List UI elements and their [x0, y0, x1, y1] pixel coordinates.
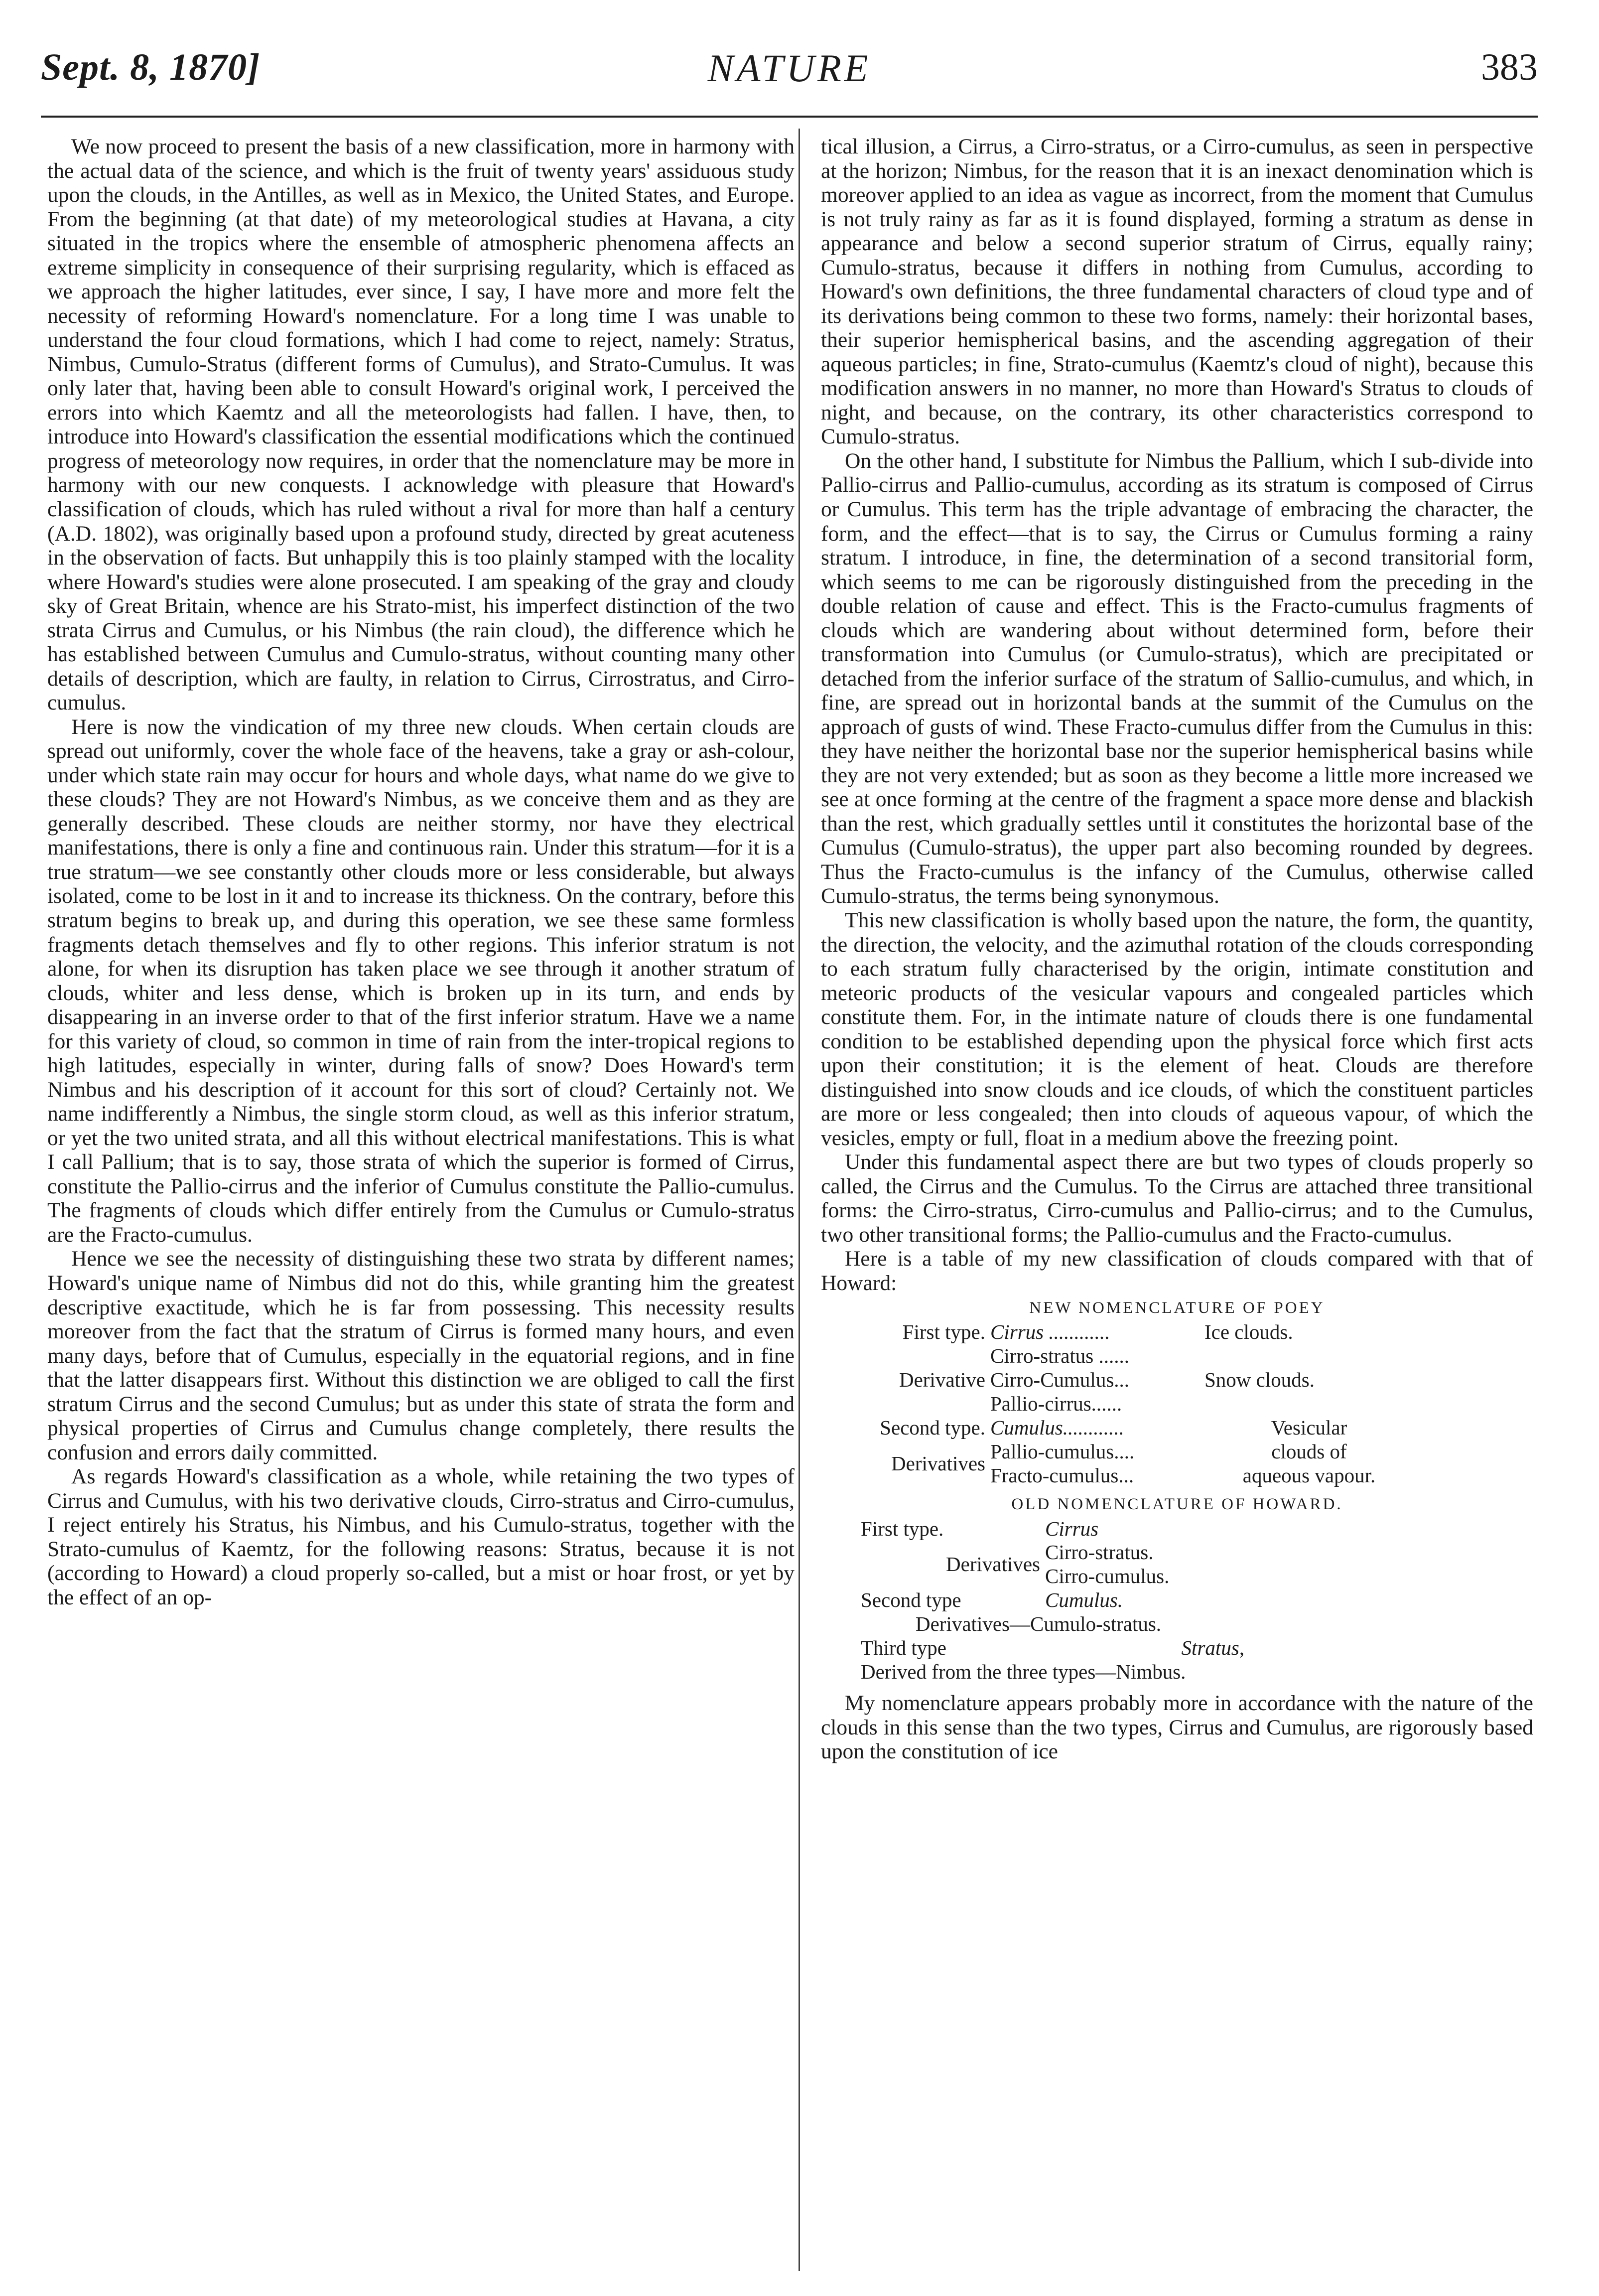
- second-type-cloud: Cumulus.: [1045, 1588, 1123, 1612]
- right-column: [821, 135, 1533, 1764]
- third-type-label: Third type: [861, 1636, 946, 1660]
- second-type-label: Second type: [861, 1588, 961, 1612]
- left-column: [47, 135, 795, 1609]
- derivative-label: Derivative: [899, 1368, 985, 1392]
- old-nomenclature-grid: [821, 1517, 1533, 1685]
- paragraph: My nomenclature appears probably more in accordance with the nature of the clouds in this sense than the two types, Cirrus and Cumulus, are rigorously based upon the constitution of ice: [821, 1691, 1533, 1764]
- vapour-clouds-label: aqueous vapour.: [1242, 1463, 1376, 1487]
- derivatives-line: Derivatives—Cumulo-stratus.: [916, 1612, 1162, 1636]
- paragraph: As regards Howard's classification as a whole, while retaining the two types of Cirrus and Cumulus, with his two derivative clouds, Cirro-stratus and Cirro-cumulus, I reject entirely his Stratus, his Nimbus, and his Cumulo-stratus, together with the Strato-cumulus of Kaemtz, for the following reasons: Stratus, because it is not (according to Howard) a cloud properly so-called, but a mist or hoar frost, or yet by the effect of an op-: [47, 1464, 795, 1609]
- third-type-cloud: Stratus,: [1181, 1636, 1244, 1660]
- derivative-cloud: Fracto-cumulus...: [990, 1463, 1134, 1487]
- paragraph: Here is a table of my new classification of clouds compared with that of Howard:: [821, 1247, 1533, 1295]
- paragraph: Under this fundamental aspect there are but two types of clouds properly so called, the Cirrus and the Cumulus. To the Cirrus are attached three transitional forms: the Cirro-stratus, Cirro-cumulus and Pallio-cirrus; and to the Cumulus, two other transitional forms; the Pallio-cumulus and the Fracto-cumulus.: [821, 1150, 1533, 1247]
- first-type-cloud: Cirrus: [1045, 1517, 1099, 1540]
- derivatives-label: Derivatives: [891, 1451, 985, 1475]
- first-type-cloud: Cirrus ............: [990, 1320, 1110, 1344]
- page-number: 383: [1481, 46, 1538, 88]
- derivative-cloud: Pallio-cirrus......: [990, 1392, 1122, 1416]
- column-divider: [799, 129, 800, 2271]
- derivative-cloud: Cirro-cumulus.: [1045, 1565, 1170, 1588]
- paragraph: On the other hand, I substitute for Nimbus the Pallium, which I sub-divide into Pallio-cirrus and Pallio-cumulus, according as its stratum is composed of Cirrus or Cumulus. This term has the triple advantage of embracing the character, the form, and the effect—that is to say, the Cirrus or Cumulus forming a rainy stratum. I introduce, in fine, the determination of a second transitorial form, which seems to me can be rigorously distinguished from the preceding in the double relation of cause and effect. This is the Fracto-cumulus fragments of clouds which are wandering about without determined form, before their transformation into Cumulus (or Cumulo-stratus), which are precipitated or detached from the inferior surface of the stratum of Sallio-cumulus, and which, in fine, are spread out in horizontal bands at the summit of the Cumulus on the approach of gusts of wind. These Fracto-cumulus differ from the Cumulus in this: they have neither the horizontal base nor the superior hemispherical basins while they are not very extended; but as soon as they become a little more increased we see at once forming at the centre of the fragment a space more dense and blackish than the rest, which gradually settles until it constitutes the horizontal base of the Cumulus (Cumulo-stratus), the upper part also becoming rounded by degrees. Thus the Fracto-cumulus is the infancy of the Cumulus, otherwise called Cumulo-stratus, the terms being synonymous.: [821, 448, 1533, 908]
- vapour-clouds-label: clouds of: [1271, 1439, 1347, 1463]
- journal-title: NATURE: [707, 46, 871, 90]
- new-nomenclature-title: NEW NOMENCLATURE OF POEY: [1029, 1298, 1325, 1317]
- new-nomenclature-grid: [821, 1320, 1533, 1488]
- second-type-label: Second type.: [880, 1416, 985, 1439]
- derivative-cloud: Cirro-Cumulus...: [990, 1368, 1130, 1392]
- ice-clouds-label: Ice clouds.: [1204, 1320, 1293, 1344]
- first-type-label: First type.: [861, 1517, 944, 1540]
- derivatives-label: Derivatives: [946, 1553, 1040, 1576]
- header-rule: [41, 116, 1538, 118]
- second-type-cloud: Cumulus............: [990, 1416, 1124, 1439]
- header-date: Sept. 8, 1870]: [41, 46, 261, 88]
- derivative-cloud: Cirro-stratus.: [1045, 1541, 1154, 1564]
- derived-line: Derived from the three types—Nimbus.: [861, 1660, 1186, 1684]
- paragraph: Here is now the vindication of my three new clouds. When certain clouds are spread out uniformly, cover the whole face of the heavens, take a gray or ash-colour, under which state rain may occur for hours and whole days, what name do we give to these clouds? They are not Howard's Nimbus, as we conceive them and as they are generally described. These clouds are neither stormy, nor have they electrical manifestations, there is only a fine and continuous rain. Under this stratum—for it is a true stratum—we see constantly other clouds more or less considerable, but always isolated, come to be lost in it and to increase its thickness. On the contrary, before this stratum begins to break up, and during this operation, we see these same formless fragments detach themselves and fly to other regions. This inferior stratum is not alone, for when its disruption has taken place we see through it another stratum of clouds, whiter and less dense, which is broken up in its turn, and ends by disappearing in an inverse order to that of the first inferior stratum. Have we a name for this variety of cloud, so common in time of rain from the inter-tropical regions to high latitudes, especially in winter, during falls of snow? Does Howard's term Nimbus and his description of it account for this sort of cloud? Certainly not. We name indifferently a Nimbus, the single storm cloud, as well as this inferior stratum, or yet the two united strata, and all this without electrical manifestations. This is what I call Pallium; that is to say, those strata of which the superior is formed of Cirrus, constitute the Pallio-cirrus and the inferior of Cumulus constitute the Pallio-cumulus. The fragments of clouds which differ entirely from the Cumulus or Cumulo-stratus are the Fracto-cumulus.: [47, 715, 795, 1247]
- vapour-clouds-label: Vesicular: [1271, 1416, 1347, 1439]
- paragraph: tical illusion, a Cirrus, a Cirro-stratus, or a Cirro-cumulus, as seen in perspective at the horizon; Nimbus, for the reason that it is an inexact denomination which is moreover applied to an idea as vague as incorrect, from the moment that Cumulus is not truly rainy as far as it is found displayed, forming a stratum as dense in appearance and below a second superior stratum of Cirrus, equally rainy; Cumulo-stratus, because it differs in nothing from Cumulus, according to Howard's own definitions, the three fundamental characters of cloud type and of its derivations being common to these two forms, namely: their horizontal bases, their superior hemispherical basins, and the ascending aggregation of their aqueous particles; in fine, Strato-cumulus (Kaemtz's cloud of night), because this modification answers in no manner, no more than Howard's Stratus to clouds of night, and because, on the contrary, its other characteristics correspond to Cumulo-stratus.: [821, 135, 1533, 449]
- page-header: [41, 46, 1538, 101]
- derivative-cloud: Cirro-stratus ......: [990, 1344, 1129, 1368]
- paragraph: Hence we see the necessity of distinguishing these two strata by different names; Howard's unique name of Nimbus did not do this, while granting him the greatest descriptive exactitude, which he is far from possessing. This necessity results moreover from the fact that the stratum of Cirrus is formed many hours, and even many days, before that of Cumulus, especially in the equatorial regions, and in fine that the latter disappears first. Without this distinction we are obliged to call the first stratum Cirrus and the second Cumulus; but as under this state of strata the form and physical properties of Cirrus and Cumulus change completely, there results the confusion and errors daily committed.: [47, 1247, 795, 1464]
- first-type-label: First type.: [902, 1320, 985, 1344]
- snow-clouds-label: Snow clouds.: [1204, 1368, 1315, 1392]
- classification-table: [821, 1298, 1533, 1685]
- old-nomenclature-title: OLD NOMENCLATURE OF HOWARD.: [1011, 1495, 1343, 1513]
- derivative-cloud: Pallio-cumulus....: [990, 1439, 1135, 1463]
- paragraph: This new classification is wholly based upon the nature, the form, the quantity, the direction, the velocity, and the azimuthal rotation of the clouds corresponding to each stratum fully characterised by the origin, intimate constitution and meteoric products of the vesicular vapours and congealed particles which constitute them. For, in the intimate nature of clouds there is one fundamental condition to be established depending upon the physical force which first acts upon their constitution; it is the element of heat. Clouds are therefore distinguished into snow clouds and ice clouds, of which the constituent particles are more or less congealed; then into clouds of aqueous vapour, of which the vesicles, empty or full, float in a medium above the freezing point.: [821, 908, 1533, 1150]
- paragraph: We now proceed to present the basis of a new classification, more in harmony with the actual data of the science, and which is the fruit of twenty years' assiduous study upon the clouds, in the Antilles, as well as in Mexico, the United States, and Europe. From the beginning (at that date) of my meteorological studies at Havana, a city situated in the tropics where the ensemble of atmospheric phenomena affects an extreme simplicity in consequence of their surprising regularity, which is effaced as we approach the higher latitudes, ever since, I say, I have more and more felt the necessity of reforming Howard's nomenclature. For a long time I was unable to understand the four cloud formations, which I had come to reject, namely: Stratus, Nimbus, Cumulo-Stratus (different forms of Cumulus), and Strato-Cumulus. It was only later that, having been able to consult Howard's original work, I perceived the errors into which Kaemtz and all the meteorologists had fallen. I have, then, to introduce into Howard's classification the essential modifications which the continued progress of meteorology now requires, in order that the nomenclature may be more in harmony with our new conquests. I acknowledge with pleasure that Howard's classification of clouds, which has ruled without a rival for more than half a century (A.D. 1802), was originally based upon a profound study, directed by great acuteness in the observation of facts. But unhappily this is too plainly stamped with the locality where Howard's studies were alone prosecuted. I am speaking of the gray and cloudy sky of Great Britain, whence are his Strato-mist, his imperfect distinction of the two strata Cirrus and Cumulus, or his Nimbus (the rain cloud), the difference which he has established between Cumulus and Cumulo-stratus, without counting many other details of description, which are faulty, in relation to Cirrus, Cirrostratus, and Cirro-cumulus.: [47, 135, 795, 715]
